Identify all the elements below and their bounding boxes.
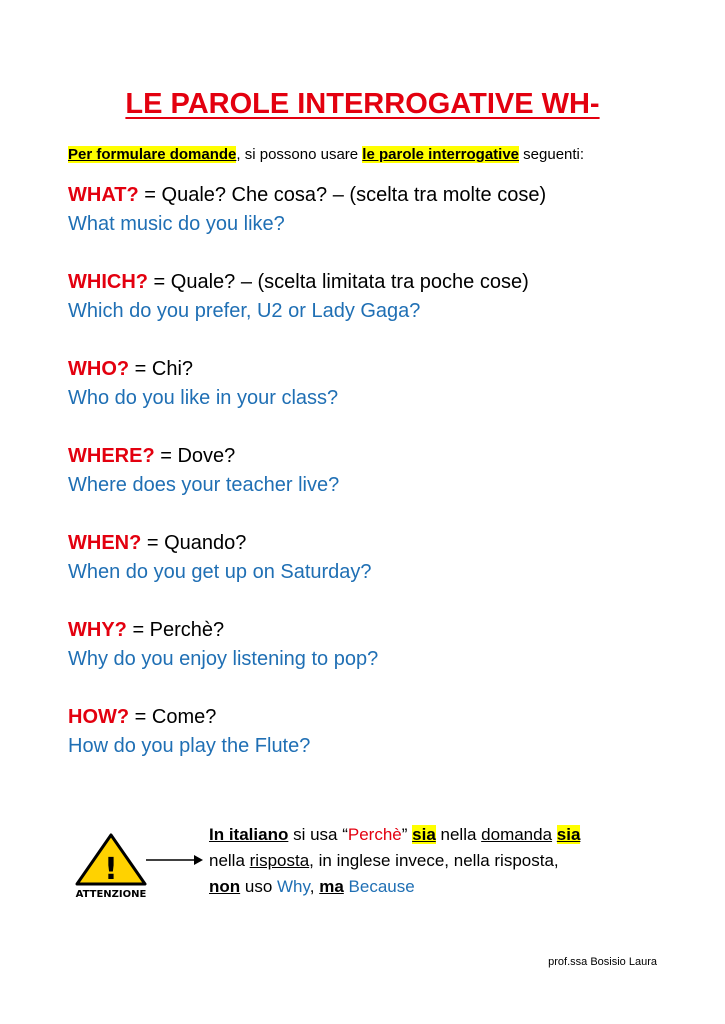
note-in-italiano: In italiano: [209, 825, 289, 844]
note-sia-2: sia: [556, 825, 581, 844]
intro-highlight-2: le parole interrogative: [362, 146, 520, 163]
warning-note-line-2: [209, 848, 580, 874]
note-ma: ma: [319, 877, 344, 896]
note-risposta: risposta: [249, 851, 310, 870]
note-non: non: [209, 877, 241, 896]
note-why: Why: [277, 877, 310, 896]
warning-label: ATTENZIONE: [75, 889, 147, 900]
entry-how: [68, 704, 310, 759]
wh-word: WHO?: [68, 358, 130, 380]
note-text: nella: [435, 825, 482, 844]
wh-example: How do you play the Flute?: [68, 735, 311, 757]
intro-highlight-1: Per formulare domande: [68, 146, 237, 163]
note-domanda: domanda: [481, 825, 553, 844]
note-sia-1: sia: [412, 825, 436, 844]
entry-why: [68, 617, 378, 672]
wh-meaning: = Chi?: [129, 358, 194, 380]
wh-word: WHICH?: [68, 271, 148, 293]
wh-example: What music do you like?: [68, 213, 285, 235]
wh-meaning: = Come?: [129, 706, 217, 728]
wh-word: WHEN?: [68, 532, 142, 554]
intro-line: [68, 146, 584, 163]
note-text: ,: [309, 877, 320, 896]
warning-note-line-1: [209, 822, 580, 848]
warning-note-line-3: [209, 874, 580, 900]
wh-meaning: = Perchè?: [126, 619, 225, 641]
wh-example: Who do you like in your class?: [68, 387, 339, 409]
note-text: ”: [401, 825, 413, 844]
warning-note: [209, 822, 580, 900]
wh-word: HOW?: [68, 706, 130, 728]
entry-where: [68, 443, 339, 498]
note-text: si usa “: [288, 825, 348, 844]
wh-meaning: = Quale? Che cosa? – (scelta tra molte cose): [138, 184, 547, 206]
note-text: , in inglese invece, nella risposta,: [309, 851, 559, 870]
warning-sign-icon: [74, 832, 148, 900]
entry-when: [68, 530, 372, 585]
wh-example: Why do you enjoy listening to pop?: [68, 648, 379, 670]
page-title: LE PAROLE INTERROGATIVE WH-: [125, 88, 600, 120]
wh-word: WHERE?: [68, 445, 155, 467]
wh-example: Where does your teacher live?: [68, 474, 340, 496]
wh-meaning: = Quando?: [141, 532, 247, 554]
wh-example: Which do you prefer, U2 or Lady Gaga?: [68, 300, 421, 322]
note-text: nella: [209, 851, 250, 870]
author-footer: prof.ssa Bosisio Laura: [548, 956, 657, 968]
entry-who: [68, 356, 338, 411]
wh-meaning: = Dove?: [154, 445, 236, 467]
wh-word: WHY?: [68, 619, 127, 641]
wh-word: WHAT?: [68, 184, 139, 206]
intro-text-1: , si possono usare: [236, 146, 363, 163]
note-because: Because: [348, 877, 415, 896]
note-text: uso: [240, 877, 278, 896]
note-perche: Perchè: [347, 825, 402, 844]
entry-which: [68, 269, 529, 324]
entry-what: [68, 182, 546, 237]
intro-text-2: seguenti:: [519, 146, 585, 163]
warning-exclamation: !: [104, 852, 118, 887]
wh-example: When do you get up on Saturday?: [68, 561, 372, 583]
arrow-right-icon: [146, 852, 204, 868]
wh-meaning: = Quale? – (scelta limitata tra poche cose): [147, 271, 529, 293]
